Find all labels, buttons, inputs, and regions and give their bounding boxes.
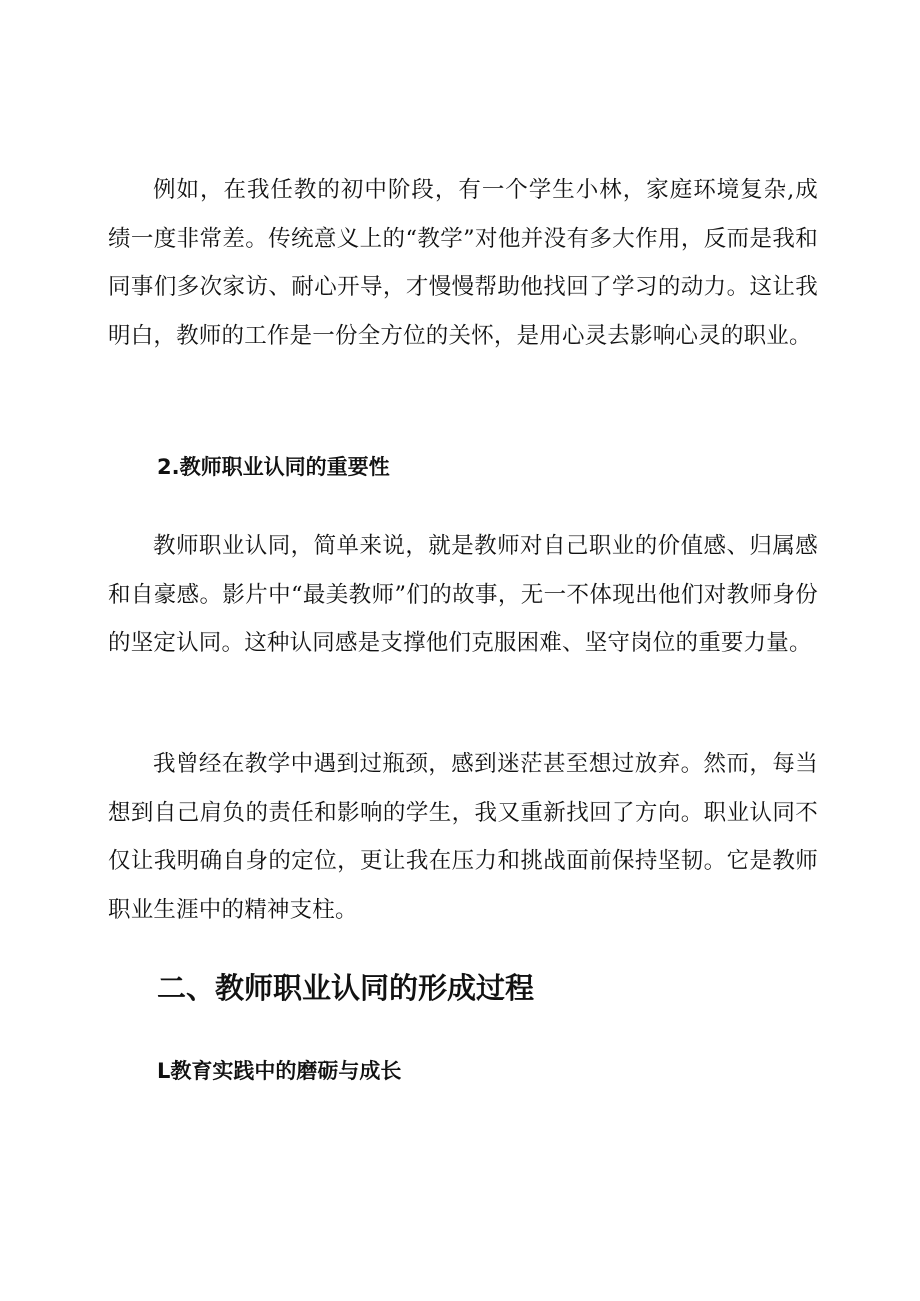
paragraph-identity-definition: 教师职业认同，简单来说，就是教师对自己职业的价值感、归属感和自豪感。影片中“最美教师”们的故事，无一不体现出他们对教师身份的坚定认同。这种认同感是支撑他们克服困难、坚守岗位的重要力量。: [108, 533, 818, 657]
paragraph-personal-bottleneck: 我曾经在教学中遇到过瓶颈，感到迷茫甚至想过放弃。然而，每当想到自己肩负的责任和影响的学生，我又重新找回了方向。职业认同不仅让我明确自身的定位，更让我在压力和挑战面前保持坚韧。它是教师职业生涯中的精神支柱。: [108, 751, 818, 923]
subheading-practice-growth: L教育实践中的磨砺与成长: [157, 1059, 402, 1083]
subheading-importance: 2.教师职业认同的重要性: [157, 455, 390, 479]
paragraph-xiaolin-example: 例如，在我任教的初中阶段，有一个学生小林，家庭环境复杂,成绩一度非常差。传统意义上的“教学”对他并没有多大作用，反而是我和同事们多次家访、耐心开导，才慢慢帮助他找回了学习的动力。这让我明白，教师的工作是一份全方位的关怀，是用心灵去影响心灵的职业。: [108, 177, 818, 349]
section-heading-formation-process: 二、教师职业认同的形成过程: [157, 971, 535, 1005]
